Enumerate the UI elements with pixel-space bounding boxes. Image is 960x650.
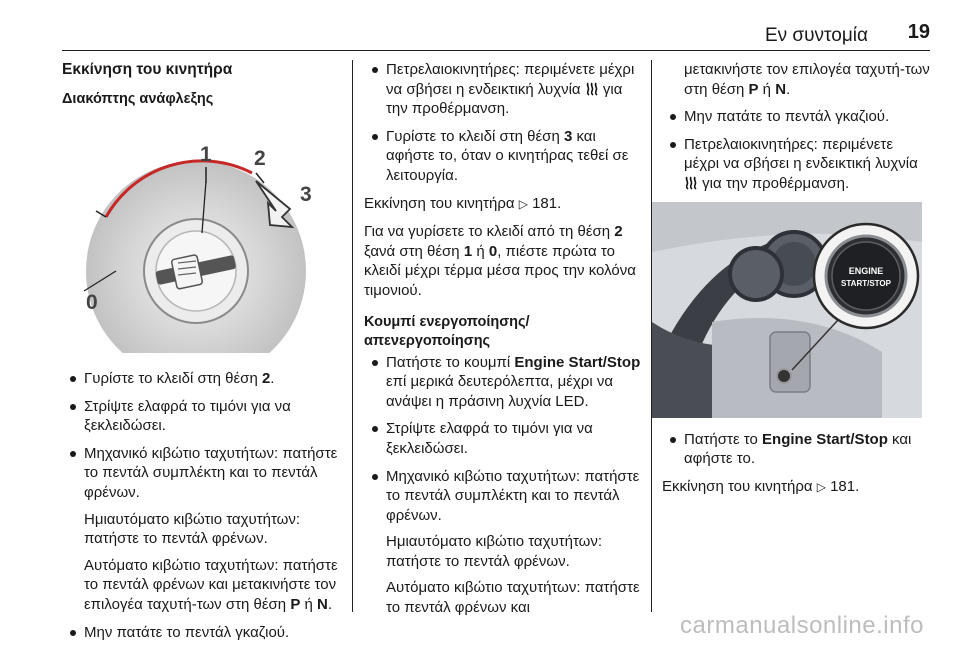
ignition-steps-list <box>62 369 344 642</box>
list-item: Γυρίστε το κλειδί στη θέση 3 και αφήστε το, όταν ο κινητήρας τεθεί σε λειτουργία. <box>364 127 642 186</box>
list-item: Μηχανικό κιβώτιο ταχυτήτων: πατήστε το πεντάλ συμπλέκτη και το πεντάλ φρένων. Ημιαυτόματο κιβώτιο ταχυτήτων: πατήστε το πεντάλ φρένων. Αυτόματο κιβώτιο ταχυτήτων: πατήστε το πεντάλ φρένων και μετακινήστε τον επιλογέα ταχυτή-των στη θέση P ή N. <box>62 444 344 615</box>
list-item: Μην πατάτε το πεντάλ γκαζιού. <box>62 623 344 643</box>
start-stop-steps-list-cont <box>662 107 932 193</box>
list-item: Πατήστε το Engine Start/Stop και αφήστε το. <box>662 430 932 469</box>
watermark: carmanualsonline.info <box>680 612 924 640</box>
button-label-engine: ENGINE <box>848 265 884 276</box>
list-item: Πατήστε το κουμπί Engine Start/Stop επί μερικά δευτερόλεπτα, μέχρι να ανάψει η πράσινη λυχνία LED. <box>364 353 642 412</box>
start-stop-steps-list <box>364 353 642 618</box>
column-3 <box>662 60 932 505</box>
paragraph-key-return: Για να γυρίσετε το κλειδί από τη θέση 2 ξανά στη θέση 1 ή 0, πιέστε πρώτα το κλειδί μέχρι τέρμα μέσα προς την κολόνα τιμονιού. <box>364 223 636 299</box>
section-title: Εν συντομία <box>764 25 868 46</box>
continued-text: μετακινήστε τον επιλογέα ταχυτή-των στη θέση P ή N. <box>684 61 930 98</box>
page-reference-arrow-icon: ▷ <box>518 196 528 211</box>
list-item: Στρίψτε ελαφρά το τιμόνι για να ξεκλειδώσει. <box>364 419 642 458</box>
subheading-start-stop-button: Κουμπί ενεργοποίησης/ απενεργοποίησης <box>364 313 530 349</box>
column-2 <box>364 60 642 626</box>
position-3-label: 3 <box>300 183 312 206</box>
list-item: Μην πατάτε το πεντάλ γκαζιού. <box>662 107 932 127</box>
gauge-right <box>730 248 782 300</box>
dashboard-start-stop-figure <box>652 202 922 418</box>
list-item: Γυρίστε το κλειδί στη θέση 2. <box>62 369 344 389</box>
start-stop-final-list <box>662 430 932 469</box>
page-number: 19 <box>907 21 930 43</box>
list-item: Στρίψτε ελαφρά το τιμόνι για να ξεκλειδώσει. <box>62 397 344 436</box>
position-1-label: 1 <box>200 143 212 166</box>
list-item: Πετρελαιοκινητήρες: περιμένετε μέχρι να σβήσει η ενδεικτική λυχνία για την προθέρμανση. <box>662 135 932 194</box>
page-reference-arrow-icon: ▷ <box>816 479 826 494</box>
column-1 <box>62 60 344 650</box>
column-divider <box>352 60 353 612</box>
position-0-label: 0 <box>86 291 98 314</box>
list-item: Μηχανικό κιβώτιο ταχυτήτων: πατήστε το πεντάλ συμπλέκτη και το πεντάλ φρένων. Ημιαυτόματο κιβώτιο ταχυτήτων: πατήστε το πεντάλ φρένων. Αυτόματο κιβώτιο ταχυτήτων: πατήστε το πεντάλ φρένων και <box>364 467 642 618</box>
heading-engine-start: Εκκίνηση του κινητήρα <box>62 61 233 78</box>
subheading-ignition-switch: Διακόπτης ανάφλεξης <box>62 91 214 107</box>
page-reference[interactable]: Εκκίνηση του κινητήρα ▷ 181. <box>662 477 860 495</box>
page-header <box>62 22 930 51</box>
list-item: Πετρελαιοκινητήρες: περιμένετε μέχρι να σβήσει η ενδεικτική λυχνία για την προθέρμανση. <box>364 60 642 119</box>
page-reference[interactable]: Εκκίνηση του κινητήρα ▷ 181. <box>364 194 562 212</box>
position-2-label: 2 <box>254 147 266 170</box>
button-label-start-stop: START/STOP <box>841 278 891 288</box>
glow-plug-icon <box>585 82 599 96</box>
glow-plug-icon <box>684 176 698 190</box>
ignition-switch-figure <box>56 121 340 353</box>
ignition-steps-list-cont <box>364 60 642 186</box>
